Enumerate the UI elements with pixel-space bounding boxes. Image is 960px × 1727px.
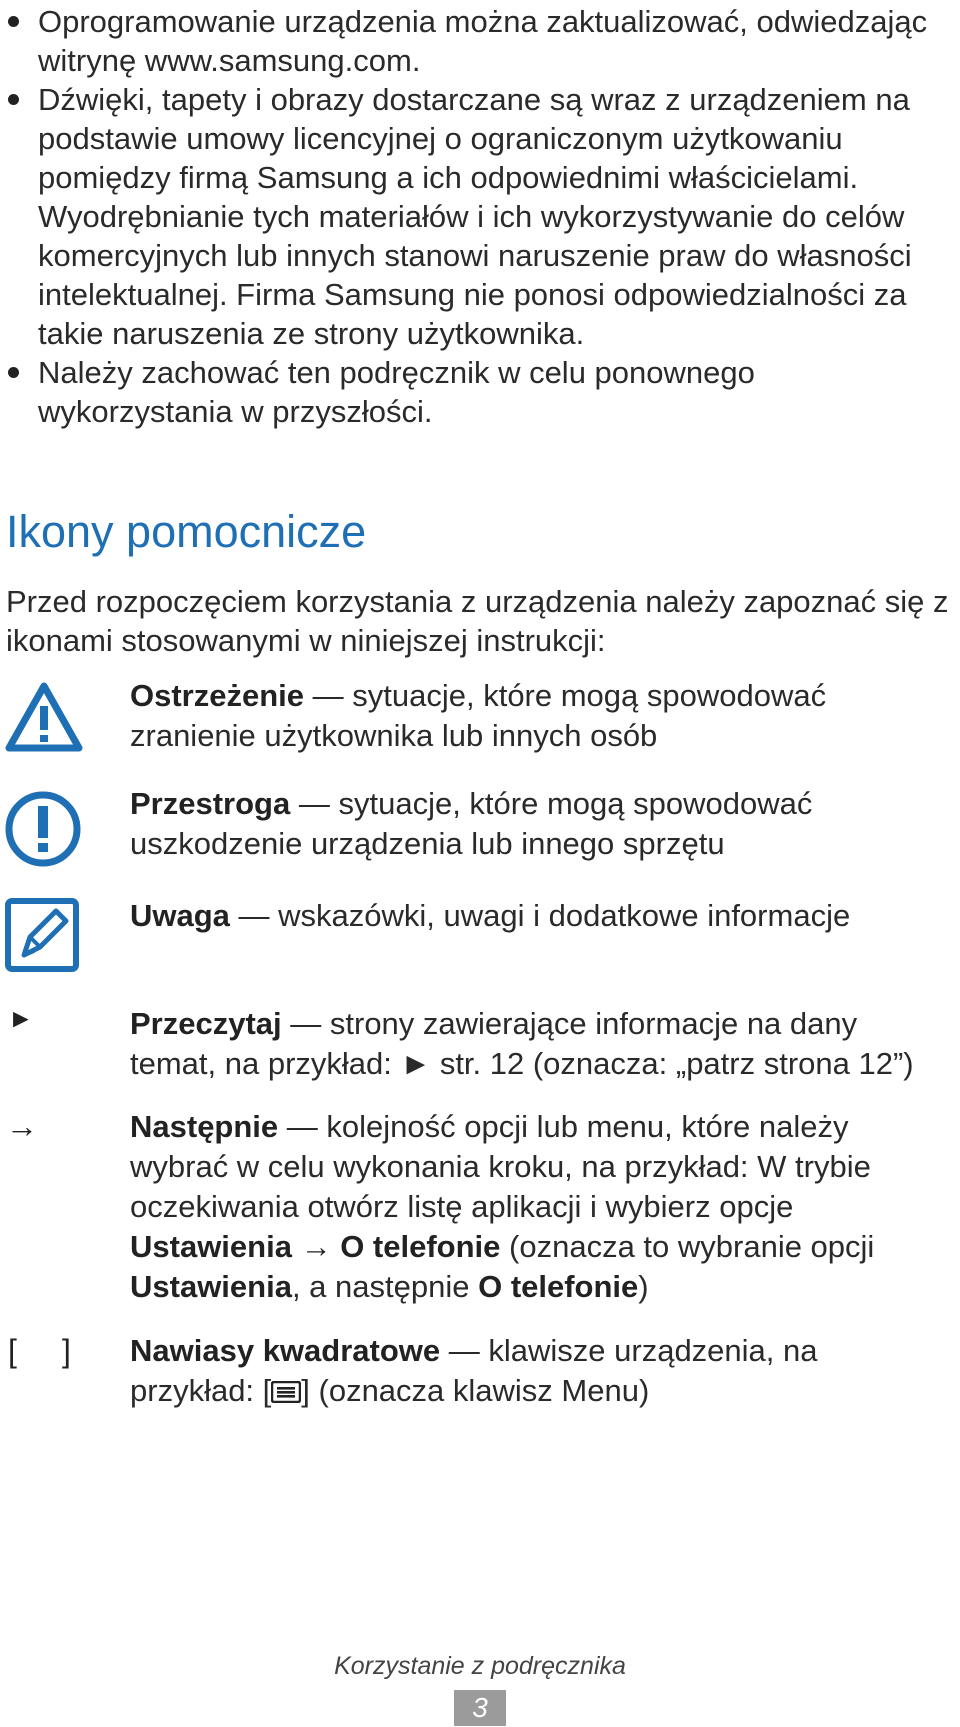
icon-entry-refer (130, 1004, 950, 1084)
refer-desc-part: str. 12 (oznacza: „patrz strona 12”) (431, 1046, 914, 1081)
refer-inline-arrow-icon: ► (400, 1046, 432, 1081)
menu-key-icon (271, 1381, 301, 1403)
intro-line: Przed rozpoczęciem korzystania z urządzenia należy zapoznać się z (6, 584, 949, 619)
page-number: 3 (454, 1690, 506, 1726)
next-desc-line: oczekiwania otwórz listę aplikacji i wybierz opcje (130, 1189, 794, 1224)
bullet-dot (8, 16, 19, 27)
bullet-line: takie naruszenia ze strony użytkownika. (38, 316, 585, 351)
bullet-item (38, 80, 950, 353)
bullet-item (38, 353, 950, 431)
footer-section-label: Korzystanie z podręcznika (334, 1652, 626, 1680)
next-desc-line: wybrać w celu wykonania kroku, na przykład: W trybie (130, 1149, 871, 1184)
refer-desc-part: temat, na przykład: (130, 1046, 401, 1081)
bullet-line: wykorzystania w przyszłości. (38, 394, 433, 429)
next-option: O telefonie (340, 1229, 501, 1264)
next-arrow-icon: → (6, 1108, 38, 1144)
note-desc: — wskazówki, uwagi i dodatkowe informacje (238, 898, 851, 933)
next-option: O telefonie (478, 1269, 639, 1304)
next-desc-part: (oznacza to wybranie opcji (500, 1229, 875, 1264)
caution-desc: — sytuacje, które mogą spowodować (298, 786, 813, 821)
icon-entry-brackets (130, 1331, 950, 1411)
next-option: Ustawienia (130, 1269, 292, 1304)
brackets-desc-part: ] (oznacza klawisz Menu) (301, 1373, 650, 1408)
warning-triangle-icon (4, 680, 84, 754)
warning-term: Ostrzeżenie (130, 678, 305, 713)
refer-term: Przeczytaj (130, 1006, 282, 1041)
icon-entry-warning (130, 676, 950, 756)
bullet-line: podstawie umowy licencyjnej o ograniczonym użytkowaniu (38, 121, 843, 156)
caution-circle-icon (4, 790, 82, 868)
icon-entry-next (130, 1107, 950, 1307)
intro-line: ikonami stosowanymi w niniejszej instrukcji: (6, 623, 606, 658)
icon-entry-note (130, 896, 950, 936)
bullet-dot (8, 367, 19, 378)
refer-arrow-icon: ► (8, 1003, 34, 1033)
bullet-line: Należy zachować ten podręcznik w celu ponownego (38, 355, 755, 390)
bullet-line: witrynę www.samsung.com. (38, 43, 421, 78)
bullet-line: Dźwięki, tapety i obrazy dostarczane są wraz z urządzeniem na (38, 82, 910, 117)
next-desc-part: , a następnie (291, 1269, 479, 1304)
bullet-dot (8, 94, 19, 105)
refer-desc: — strony zawierające informacje na dany (290, 1006, 858, 1041)
next-inline-arrow-icon: → (300, 1229, 332, 1264)
next-desc-part: ) (638, 1269, 649, 1304)
note-pencil-icon (4, 897, 80, 973)
brackets-desc: — klawisze urządzenia, na (448, 1333, 818, 1368)
caution-desc-line: uszkodzenie urządzenia lub innego sprzętu (130, 826, 725, 861)
icon-entry-caution (130, 784, 950, 864)
brackets-desc-part: przykład: [ (130, 1373, 272, 1408)
bracket-close-icon: ] (62, 1333, 71, 1369)
bracket-open-icon: [ (8, 1333, 17, 1369)
bullet-line: intelektualnej. Firma Samsung nie ponosi odpowiedzialności za (38, 277, 907, 312)
note-term: Uwaga (130, 898, 230, 933)
caution-term: Przestroga (130, 786, 291, 821)
warning-desc-line: zranienie użytkownika lub innych osób (130, 718, 658, 753)
brackets-term: Nawiasy kwadratowe (130, 1333, 441, 1368)
bullet-line: pomiędzy firmą Samsung a ich odpowiednimi właścicielami. (38, 160, 859, 195)
next-desc: — kolejność opcji lub menu, które należy (286, 1109, 849, 1144)
bullet-line: Oprogramowanie urządzenia można zaktualizować, odwiedzając (38, 4, 928, 39)
next-option: Ustawienia (130, 1229, 292, 1264)
bullet-line: komercyjnych lub innych stanowi naruszenie praw do własności (38, 238, 912, 273)
bullet-line: Wyodrębnianie tych materiałów i ich wykorzystywanie do celów (38, 199, 905, 234)
next-term: Następnie (130, 1109, 279, 1144)
section-title: Ikony pomocnicze (6, 506, 367, 557)
bullet-item (38, 2, 950, 80)
section-intro (6, 582, 956, 660)
warning-desc: — sytuacje, które mogą spowodować (312, 678, 827, 713)
